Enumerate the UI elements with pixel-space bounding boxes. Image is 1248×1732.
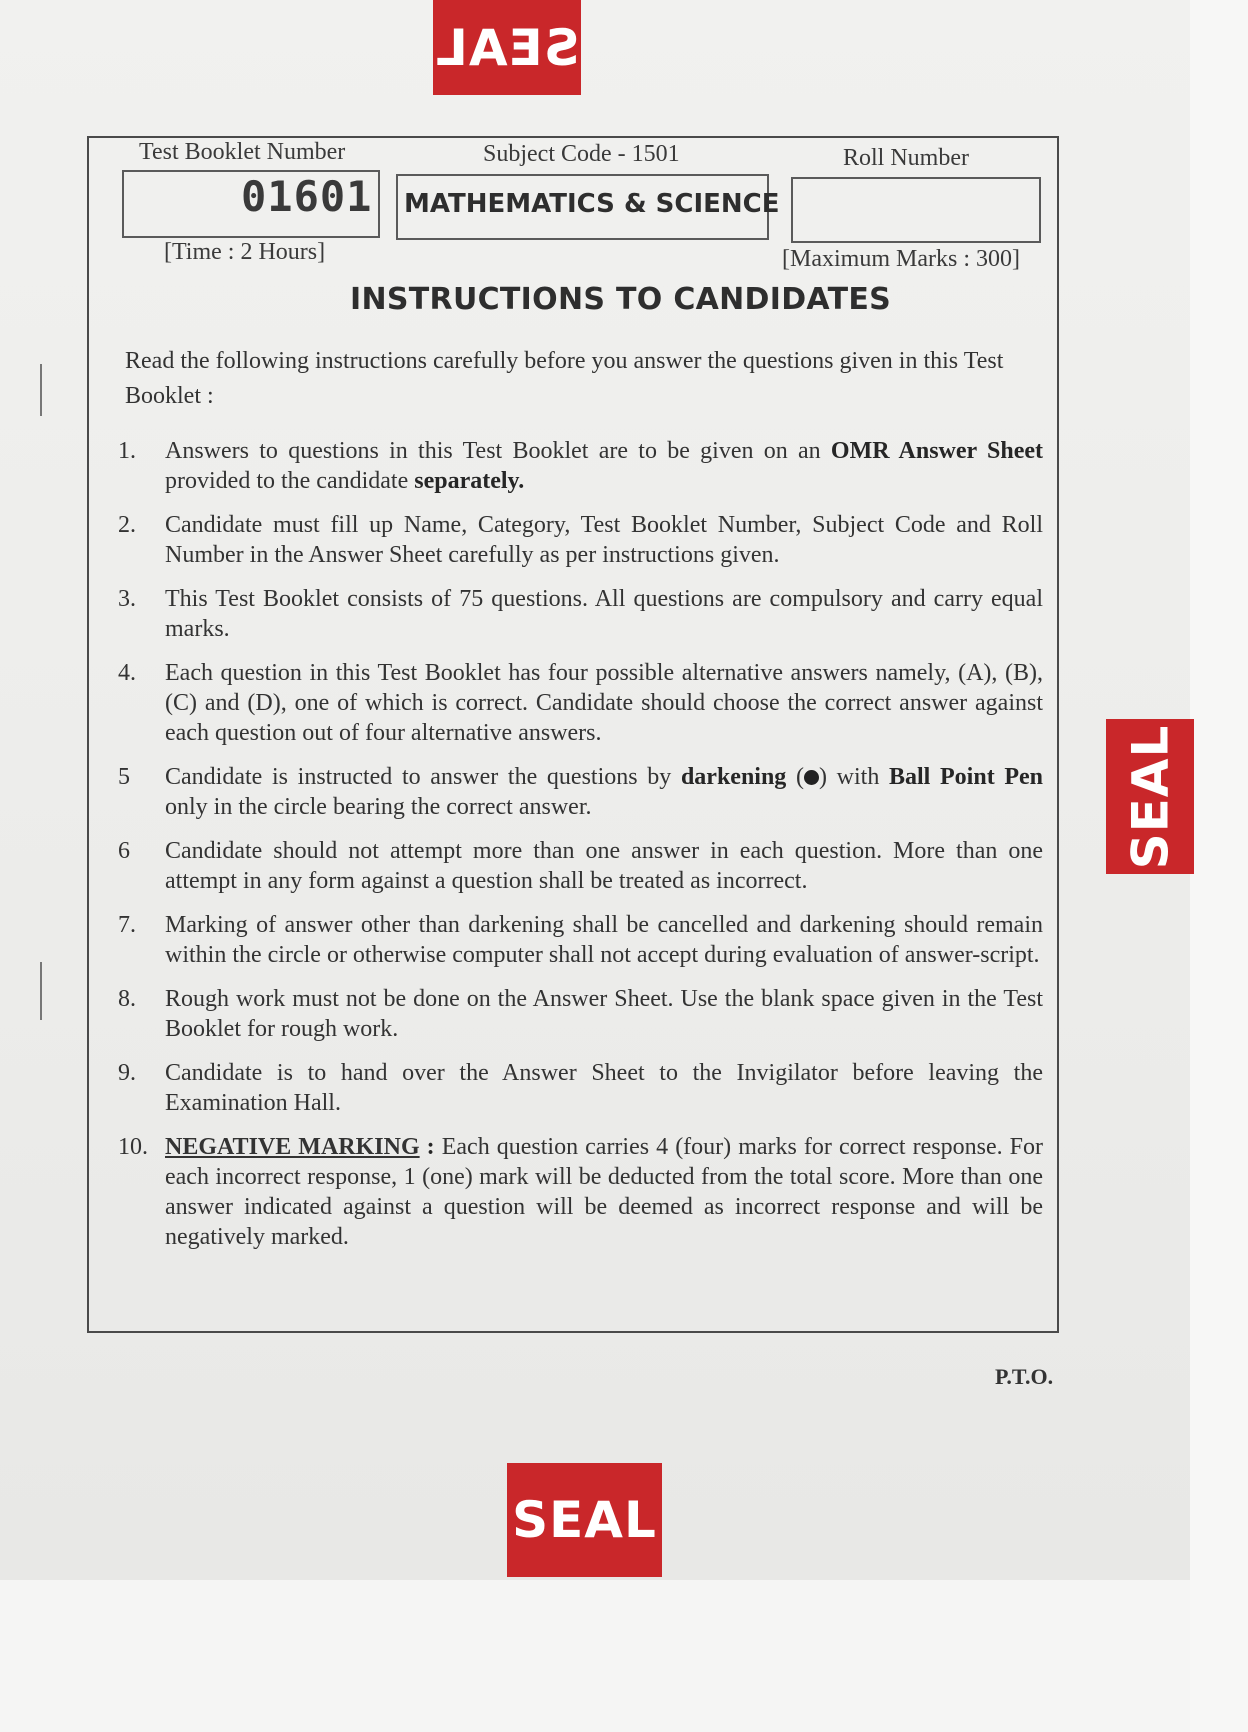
item-text: Candidate is instructed to answer the questions by bbox=[165, 764, 681, 790]
instructions-list bbox=[118, 436, 1043, 1266]
subject-code-label: Subject Code - 1501 bbox=[483, 141, 680, 167]
seal-text: SEAL bbox=[434, 18, 580, 77]
item-number: 6 bbox=[118, 838, 130, 864]
item-text: provided to the candidate bbox=[165, 468, 415, 494]
seal-sticker-bottom bbox=[507, 1463, 662, 1577]
item-number: 2. bbox=[118, 512, 136, 538]
instruction-item bbox=[118, 510, 1043, 570]
item-bold-text: separately. bbox=[414, 468, 525, 494]
item-text: Candidate must fill up Name, Category, Test Booklet Number, Subject Code and Roll Number in the Answer Sheet carefully as per instructions given. bbox=[165, 512, 1043, 568]
item-separator: : bbox=[419, 1134, 442, 1160]
item-number: 3. bbox=[118, 586, 136, 612]
pto-label: P.T.O. bbox=[995, 1364, 1054, 1389]
page-edge bbox=[1190, 0, 1248, 1732]
item-bold-text: Ball Point Pen bbox=[889, 764, 1044, 790]
item-bold-text: OMR Answer Sheet bbox=[830, 438, 1043, 464]
item-text: This Test Booklet consists of 75 questions. All questions are compulsory and carry equal marks. bbox=[165, 586, 1043, 642]
margin-mark bbox=[40, 962, 42, 1020]
intro-text: Read the following instructions carefully before you answer the questions given in this Test Booklet : bbox=[125, 348, 1004, 409]
negative-marking-label: NEGATIVE MARKING bbox=[165, 1134, 420, 1160]
item-number: 4. bbox=[118, 660, 136, 686]
instruction-item bbox=[118, 1132, 1043, 1252]
roll-number-label: Roll Number bbox=[843, 145, 969, 171]
filled-circle-icon bbox=[804, 770, 819, 785]
booklet-number-label: Test Booklet Number bbox=[139, 139, 346, 165]
item-text: Answers to questions in this Test Booklet are to be given on an bbox=[165, 438, 831, 464]
item-text: Candidate should not attempt more than one answer in each question. More than one attempt in any form against a question shall be treated as incorrect. bbox=[165, 838, 1043, 894]
instruction-item bbox=[118, 836, 1043, 896]
lower-margin bbox=[0, 1580, 1190, 1732]
instruction-item bbox=[118, 910, 1043, 970]
margin-mark bbox=[40, 364, 42, 416]
seal-text: SEAL bbox=[512, 1491, 657, 1549]
instruction-item bbox=[118, 1058, 1043, 1118]
roll-number-box bbox=[791, 177, 1041, 243]
booklet-number-value: 01601 bbox=[241, 172, 373, 221]
instruction-item: 5 Candidate is instructed to answer the questions by darkening ( ) with Ball Point Pen only in the circle bearing the correct answer. bbox=[118, 764, 1044, 820]
instruction-item bbox=[118, 584, 1043, 644]
item-text: Each question in this Test Booklet has four possible alternative answers namely, (A), (B), (C) and (D), one of which is correct. Candidate should choose the correct answer against each question out of four alternative answers. bbox=[165, 660, 1043, 746]
item-number: 10. bbox=[118, 1134, 148, 1160]
item-text: only in the circle bearing the correct answer. bbox=[165, 794, 592, 820]
item-text: Each question carries 4 (four) marks for correct response. For each incorrect response, 1 (one) mark will be deducted from the total score. More than one answer indicated against a question will be deemed as incorrect response and will be negatively marked. bbox=[165, 1134, 1043, 1250]
item-text: Rough work must not be done on the Answer Sheet. Use the blank space given in the Test Booklet for rough work. bbox=[165, 986, 1043, 1042]
item-text: Marking of answer other than darkening shall be cancelled and darkening should remain within the circle or otherwise computer shall not accept during evaluation of answer-script. bbox=[165, 912, 1043, 968]
item-number: 7. bbox=[118, 912, 136, 938]
time-label: [Time : 2 Hours] bbox=[164, 239, 326, 265]
subject-name: MATHEMATICS & SCIENCE bbox=[404, 189, 780, 219]
item-text: Candidate is to hand over the Answer Sheet to the Invigilator before leaving the Examination Hall. bbox=[165, 1060, 1043, 1116]
seal-sticker-top bbox=[433, 0, 581, 95]
seal-sticker-right bbox=[1106, 719, 1194, 874]
item-number: 1. bbox=[118, 438, 136, 464]
maximum-marks-label: [Maximum Marks : 300] bbox=[782, 246, 1020, 272]
instruction-item bbox=[118, 984, 1043, 1044]
instruction-item bbox=[118, 658, 1043, 748]
item-number: 8. bbox=[118, 986, 136, 1012]
instruction-item bbox=[118, 436, 1043, 496]
item-number: 9. bbox=[118, 1060, 136, 1086]
page-title: INSTRUCTIONS TO CANDIDATES bbox=[350, 282, 892, 317]
item-number: 5 bbox=[118, 764, 130, 790]
seal-text: SEAL bbox=[1121, 724, 1180, 869]
item-bold-text: darkening bbox=[680, 764, 787, 790]
item-text: with bbox=[826, 764, 889, 790]
